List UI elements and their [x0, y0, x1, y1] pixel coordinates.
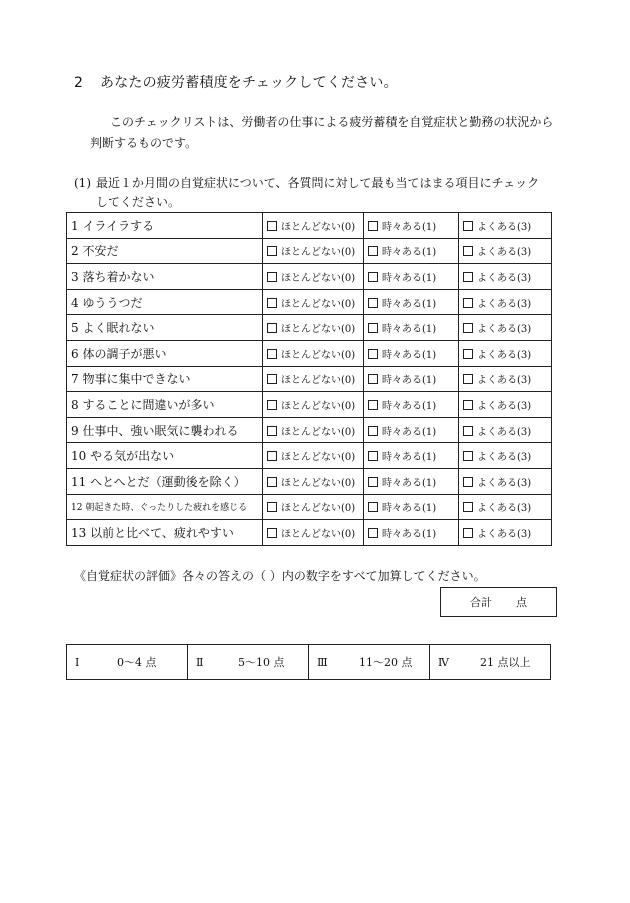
checkbox[interactable]	[463, 426, 473, 436]
checkbox[interactable]	[267, 451, 277, 461]
table-row	[67, 468, 552, 494]
option-label: よくある(3)	[477, 298, 532, 310]
option-label: 時々ある(1)	[382, 324, 437, 336]
checkbox[interactable]	[463, 528, 473, 538]
symptom-label: 12 朝起きた時、ぐったりした疲れを感じる	[67, 494, 263, 520]
option-cell[interactable]	[364, 264, 459, 290]
total-label: 合計	[470, 596, 492, 609]
option-label: ほとんどない(0)	[281, 272, 356, 284]
scale-range: 0～4 点	[117, 656, 157, 669]
option-cell[interactable]	[364, 238, 459, 264]
option-label: ほとんどない(0)	[281, 528, 356, 540]
scale-range: 21 点以上	[480, 656, 531, 669]
checkbox[interactable]	[463, 272, 473, 282]
symptom-checklist	[66, 212, 552, 546]
option-cell[interactable]	[263, 468, 364, 494]
option-label: よくある(3)	[477, 221, 532, 233]
scale-cell	[67, 645, 188, 680]
option-cell[interactable]	[263, 366, 364, 392]
option-label: よくある(3)	[477, 375, 532, 387]
symptom-label: 4 ゆううつだ	[67, 289, 263, 315]
checkbox[interactable]	[267, 298, 277, 308]
checkbox[interactable]	[368, 246, 378, 256]
checkbox[interactable]	[368, 528, 378, 538]
option-label: 時々ある(1)	[382, 272, 437, 284]
checkbox[interactable]	[368, 349, 378, 359]
checkbox[interactable]	[463, 298, 473, 308]
option-label: よくある(3)	[477, 349, 532, 361]
checkbox[interactable]	[368, 426, 378, 436]
total-score-box[interactable]	[440, 587, 557, 617]
checkbox[interactable]	[368, 298, 378, 308]
option-cell[interactable]	[364, 366, 459, 392]
table-row	[67, 520, 552, 546]
checkbox[interactable]	[463, 323, 473, 333]
option-cell[interactable]	[459, 392, 552, 418]
option-label: よくある(3)	[477, 272, 532, 284]
symptom-label: 11 へとへとだ（運動後を除く）	[67, 468, 263, 494]
checkbox[interactable]	[368, 451, 378, 461]
option-cell[interactable]	[263, 238, 364, 264]
checkbox[interactable]	[463, 374, 473, 384]
table-row	[67, 289, 552, 315]
scale-range: 11～20 点	[359, 656, 413, 669]
symptom-label: 3 落ち着かない	[67, 264, 263, 290]
option-label: ほとんどない(0)	[281, 400, 356, 412]
checkbox[interactable]	[463, 221, 473, 231]
checkbox[interactable]	[267, 349, 277, 359]
scale-row	[67, 645, 551, 680]
checkbox[interactable]	[267, 323, 277, 333]
scale-level: Ⅲ	[317, 656, 328, 669]
checkbox[interactable]	[368, 374, 378, 384]
option-label: 時々ある(1)	[382, 349, 437, 361]
option-label: よくある(3)	[477, 324, 532, 336]
option-label: ほとんどない(0)	[281, 247, 356, 259]
table-row	[67, 238, 552, 264]
option-cell[interactable]	[364, 340, 459, 366]
evaluation-instruction: 《自覚症状の評価》各々の答えの（ ）内の数字をすべて加算してください。	[74, 569, 486, 583]
checklist-body	[67, 213, 552, 546]
option-label: 時々ある(1)	[382, 528, 437, 540]
question-line-1: 最近１か月間の自覚症状について、各質問に対して最も当てはまる項目にチェック	[96, 176, 540, 190]
section-number: 2	[74, 75, 84, 91]
option-cell[interactable]	[364, 443, 459, 469]
option-label: 時々ある(1)	[382, 426, 437, 438]
option-cell[interactable]	[263, 340, 364, 366]
checkbox[interactable]	[463, 400, 473, 410]
table-row	[67, 494, 552, 520]
option-cell[interactable]	[459, 520, 552, 546]
checkbox[interactable]	[368, 221, 378, 231]
checkbox[interactable]	[368, 477, 378, 487]
scale-level: Ⅰ	[75, 656, 80, 669]
option-cell[interactable]	[459, 213, 552, 239]
option-label: 時々ある(1)	[382, 503, 437, 515]
section-title: あなたの疲労蓄積度をチェックしてください。	[100, 75, 398, 91]
option-label: ほとんどない(0)	[281, 452, 356, 464]
checkbox[interactable]	[368, 272, 378, 282]
option-cell[interactable]	[459, 238, 552, 264]
scale-level: Ⅳ	[438, 656, 449, 669]
symptom-label: 6 体の調子が悪い	[67, 340, 263, 366]
scale-table	[66, 644, 551, 680]
checkbox[interactable]	[368, 323, 378, 333]
total-unit: 点	[516, 596, 527, 609]
symptom-label: 1 イライラする	[67, 213, 263, 239]
scale-cell	[430, 645, 551, 680]
question-instruction	[74, 174, 554, 212]
option-label: 時々ある(1)	[382, 298, 437, 310]
checkbox[interactable]	[267, 477, 277, 487]
symptom-label: 2 不安だ	[67, 238, 263, 264]
symptom-label: 8 することに間違いが多い	[67, 392, 263, 418]
question-marker: (1)	[74, 176, 91, 190]
option-cell[interactable]	[263, 264, 364, 290]
option-cell[interactable]	[263, 494, 364, 520]
option-cell[interactable]	[263, 289, 364, 315]
option-label: 時々ある(1)	[382, 452, 437, 464]
table-row	[67, 264, 552, 290]
option-label: ほとんどない(0)	[281, 426, 356, 438]
intro-line-2: 判断するものです。	[90, 136, 198, 150]
option-label: よくある(3)	[477, 400, 532, 412]
option-cell[interactable]	[459, 443, 552, 469]
checkbox[interactable]	[267, 272, 277, 282]
option-cell[interactable]	[263, 392, 364, 418]
checkbox[interactable]	[463, 349, 473, 359]
option-label: よくある(3)	[477, 247, 532, 259]
option-cell[interactable]	[263, 213, 364, 239]
option-label: ほとんどない(0)	[281, 221, 356, 233]
table-row	[67, 340, 552, 366]
scale-cell	[188, 645, 309, 680]
option-label: ほとんどない(0)	[281, 503, 356, 515]
option-cell[interactable]	[459, 366, 552, 392]
section-heading	[74, 72, 398, 92]
option-cell[interactable]	[364, 494, 459, 520]
option-cell[interactable]	[459, 494, 552, 520]
option-label: 時々ある(1)	[382, 477, 437, 489]
question-line-2: してください。	[96, 195, 181, 209]
table-row	[67, 315, 552, 341]
option-label: よくある(3)	[477, 452, 532, 464]
symptom-label: 10 やる気が出ない	[67, 443, 263, 469]
option-label: 時々ある(1)	[382, 221, 437, 233]
option-label: よくある(3)	[477, 503, 532, 515]
option-label: ほとんどない(0)	[281, 298, 356, 310]
table-row	[67, 366, 552, 392]
option-cell[interactable]	[364, 417, 459, 443]
intro-line-1: このチェックリストは、労働者の仕事による疲労蓄積を自覚症状と勤務の状況から	[110, 115, 554, 129]
option-label: よくある(3)	[477, 528, 532, 540]
option-cell[interactable]	[364, 213, 459, 239]
checkbox[interactable]	[463, 477, 473, 487]
option-label: ほとんどない(0)	[281, 349, 356, 361]
table-row	[67, 213, 552, 239]
option-cell[interactable]	[263, 520, 364, 546]
checkbox[interactable]	[368, 502, 378, 512]
option-label: よくある(3)	[477, 426, 532, 438]
table-row	[67, 443, 552, 469]
checkbox[interactable]	[267, 528, 277, 538]
checkbox[interactable]	[267, 374, 277, 384]
option-cell[interactable]	[364, 468, 459, 494]
option-cell[interactable]	[263, 417, 364, 443]
option-cell[interactable]	[459, 315, 552, 341]
table-row	[67, 392, 552, 418]
table-row	[67, 417, 552, 443]
intro-paragraph	[90, 112, 560, 154]
option-label: 時々ある(1)	[382, 375, 437, 387]
checkbox[interactable]	[267, 246, 277, 256]
option-cell[interactable]	[364, 289, 459, 315]
checkbox[interactable]	[463, 246, 473, 256]
scale-range: 5～10 点	[238, 656, 285, 669]
checkbox[interactable]	[267, 400, 277, 410]
option-cell[interactable]	[459, 340, 552, 366]
option-label: 時々ある(1)	[382, 400, 437, 412]
option-cell[interactable]	[263, 443, 364, 469]
scale-level: Ⅱ	[196, 656, 204, 669]
symptom-label: 7 物事に集中できない	[67, 366, 263, 392]
checkbox[interactable]	[267, 426, 277, 436]
checkbox[interactable]	[267, 502, 277, 512]
option-label: ほとんどない(0)	[281, 477, 356, 489]
symptom-label: 9 仕事中、強い眠気に襲われる	[67, 417, 263, 443]
option-cell[interactable]	[459, 264, 552, 290]
option-cell[interactable]	[459, 417, 552, 443]
checkbox[interactable]	[368, 400, 378, 410]
option-cell[interactable]	[364, 315, 459, 341]
option-cell[interactable]	[364, 520, 459, 546]
option-cell[interactable]	[459, 468, 552, 494]
symptom-label: 13 以前と比べて、疲れやすい	[67, 520, 263, 546]
option-cell[interactable]	[263, 315, 364, 341]
option-label: ほとんどない(0)	[281, 324, 356, 336]
option-cell[interactable]	[459, 289, 552, 315]
symptom-label: 5 よく眠れない	[67, 315, 263, 341]
checkbox[interactable]	[463, 451, 473, 461]
scale-cell	[309, 645, 430, 680]
option-label: ほとんどない(0)	[281, 375, 356, 387]
checkbox[interactable]	[463, 502, 473, 512]
option-label: 時々ある(1)	[382, 247, 437, 259]
option-cell[interactable]	[364, 392, 459, 418]
checkbox[interactable]	[267, 221, 277, 231]
option-label: よくある(3)	[477, 477, 532, 489]
